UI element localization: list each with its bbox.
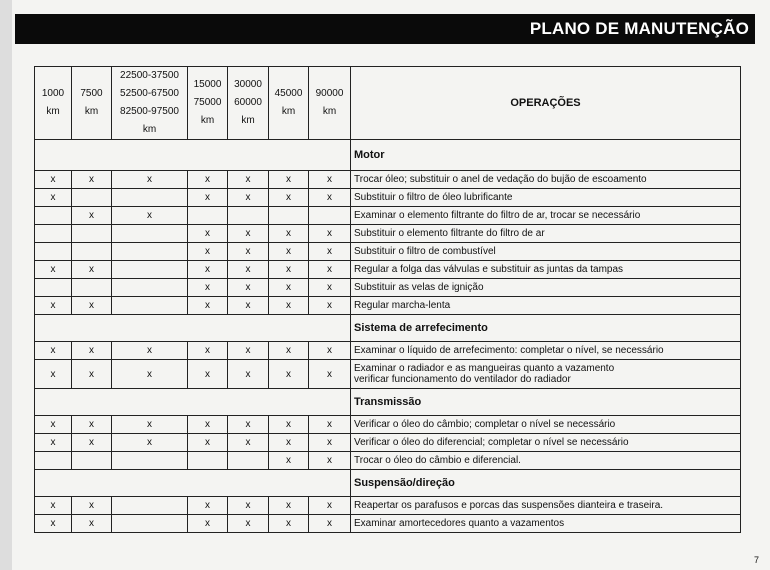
- table-row: [35, 279, 741, 297]
- interval-mark: x: [188, 279, 228, 297]
- section-row: [35, 140, 741, 171]
- interval-mark: [35, 452, 72, 470]
- table-row: [35, 452, 741, 470]
- operation-text: Trocar óleo; substituir o anel de vedação do bujão de escoamento: [351, 171, 741, 189]
- interval-mark: [228, 452, 269, 470]
- interval-mark: [35, 207, 72, 225]
- interval-mark: x: [309, 342, 351, 360]
- table-row: [35, 515, 741, 533]
- operation-text: Examinar o elemento filtrante do filtro de ar, trocar se necessário: [351, 207, 741, 225]
- interval-mark: x: [72, 261, 112, 279]
- maintenance-table: [34, 66, 741, 533]
- interval-mark: x: [72, 342, 112, 360]
- interval-mark: x: [35, 297, 72, 315]
- interval-mark: x: [228, 416, 269, 434]
- interval-mark: x: [228, 360, 269, 389]
- table-row: [35, 243, 741, 261]
- interval-mark: x: [228, 497, 269, 515]
- interval-mark: x: [309, 434, 351, 452]
- section-spacer: [35, 140, 351, 171]
- interval-mark: x: [188, 297, 228, 315]
- interval-line: km: [241, 115, 255, 126]
- interval-mark: [112, 279, 188, 297]
- table-row: [35, 360, 741, 389]
- interval-mark: x: [269, 297, 309, 315]
- interval-line: 7500: [80, 88, 103, 99]
- interval-mark: x: [309, 279, 351, 297]
- interval-mark: x: [72, 297, 112, 315]
- interval-mark: [228, 207, 269, 225]
- interval-line: km: [281, 106, 296, 117]
- table-row: [35, 497, 741, 515]
- interval-mark: [112, 297, 188, 315]
- interval-line: 15000: [193, 79, 222, 90]
- interval-line: km: [84, 106, 99, 117]
- table-row: [35, 342, 741, 360]
- interval-mark: x: [269, 243, 309, 261]
- interval-header: [309, 67, 351, 140]
- interval-header: [72, 67, 112, 140]
- page-number: 7: [753, 555, 759, 565]
- interval-mark: [72, 225, 112, 243]
- interval-mark: x: [35, 360, 72, 389]
- operation-text: Substituir o filtro de combustível: [351, 243, 741, 261]
- interval-mark: x: [309, 515, 351, 533]
- interval-mark: x: [228, 225, 269, 243]
- header-bar: [15, 14, 755, 44]
- interval-line: km: [200, 115, 215, 126]
- interval-mark: x: [188, 189, 228, 207]
- interval-mark: [72, 452, 112, 470]
- interval-mark: [35, 279, 72, 297]
- interval-mark: x: [188, 243, 228, 261]
- interval-mark: x: [35, 261, 72, 279]
- interval-mark: x: [269, 261, 309, 279]
- interval-mark: x: [269, 434, 309, 452]
- interval-line: 22500-37500: [120, 70, 179, 81]
- table-row: [35, 261, 741, 279]
- interval-mark: [269, 207, 309, 225]
- interval-line: km: [46, 106, 60, 117]
- operation-text: Examinar amortecedores quanto a vazamentos: [351, 515, 741, 533]
- interval-line: 90000: [315, 88, 344, 99]
- interval-mark: x: [35, 189, 72, 207]
- section-title: Transmissão: [351, 389, 741, 416]
- interval-mark: x: [35, 416, 72, 434]
- interval-mark: [112, 225, 188, 243]
- interval-mark: x: [112, 342, 188, 360]
- interval-mark: x: [309, 452, 351, 470]
- interval-mark: x: [228, 434, 269, 452]
- table-row: [35, 434, 741, 452]
- table-row: [35, 225, 741, 243]
- interval-mark: x: [72, 171, 112, 189]
- interval-mark: [35, 225, 72, 243]
- interval-mark: [188, 207, 228, 225]
- section-row: [35, 389, 741, 416]
- interval-line: km: [142, 124, 157, 135]
- interval-mark: x: [72, 416, 112, 434]
- operation-text: Substituir o filtro de óleo lubrificante: [351, 189, 741, 207]
- interval-header: [269, 67, 309, 140]
- table-row: [35, 207, 741, 225]
- interval-mark: x: [309, 243, 351, 261]
- interval-mark: x: [188, 360, 228, 389]
- interval-mark: x: [228, 515, 269, 533]
- operation-text: Verificar o óleo do câmbio; completar o nível se necessário: [351, 416, 741, 434]
- operation-text: Substituir as velas de ignição: [351, 279, 741, 297]
- section-title: Motor: [351, 140, 741, 171]
- interval-header: [112, 67, 188, 140]
- interval-mark: x: [269, 360, 309, 389]
- interval-header: [228, 67, 269, 140]
- interval-mark: x: [188, 342, 228, 360]
- page-title: PLANO DE MANUTENÇÃO: [529, 19, 749, 38]
- table-row: [35, 297, 741, 315]
- interval-mark: x: [112, 434, 188, 452]
- operations-header: OPERAÇÕES: [351, 67, 741, 140]
- interval-mark: x: [269, 342, 309, 360]
- interval-mark: x: [72, 434, 112, 452]
- interval-mark: x: [228, 297, 269, 315]
- operation-text: Regular marcha-lenta: [351, 297, 741, 315]
- interval-mark: x: [35, 342, 72, 360]
- interval-mark: x: [35, 434, 72, 452]
- interval-mark: x: [309, 189, 351, 207]
- interval-mark: [35, 243, 72, 261]
- operation-text: Reapertar os parafusos e porcas das suspensões dianteira e traseira.: [351, 497, 741, 515]
- interval-mark: x: [188, 225, 228, 243]
- interval-mark: [112, 261, 188, 279]
- interval-mark: x: [228, 342, 269, 360]
- interval-mark: [112, 243, 188, 261]
- interval-mark: x: [269, 225, 309, 243]
- section-title: Suspensão/direção: [351, 470, 741, 497]
- interval-mark: x: [112, 207, 188, 225]
- interval-line: 1000: [41, 88, 65, 99]
- section-spacer: [35, 315, 351, 342]
- interval-mark: x: [228, 279, 269, 297]
- interval-mark: x: [269, 515, 309, 533]
- interval-mark: x: [269, 452, 309, 470]
- interval-mark: x: [309, 497, 351, 515]
- interval-mark: x: [188, 434, 228, 452]
- section-title: Sistema de arrefecimento: [351, 315, 741, 342]
- interval-mark: x: [269, 279, 309, 297]
- table-row: [35, 171, 741, 189]
- operation-text: Verificar o óleo do diferencial; completar o nível se necessário: [351, 434, 741, 452]
- interval-mark: x: [269, 416, 309, 434]
- interval-mark: [72, 279, 112, 297]
- operation-text: Regular a folga das válvulas e substituir as juntas da tampas: [351, 261, 741, 279]
- header-row: [35, 67, 741, 140]
- page-edge: [0, 0, 12, 570]
- interval-mark: x: [188, 515, 228, 533]
- interval-header: [35, 67, 72, 140]
- interval-mark: x: [309, 171, 351, 189]
- interval-mark: [72, 189, 112, 207]
- interval-mark: x: [188, 171, 228, 189]
- interval-line: 82500-97500: [120, 106, 179, 117]
- interval-mark: x: [309, 297, 351, 315]
- section-row: [35, 470, 741, 497]
- interval-line: 52500-67500: [120, 88, 179, 99]
- interval-mark: x: [228, 261, 269, 279]
- interval-mark: [72, 243, 112, 261]
- section-spacer: [35, 389, 351, 416]
- interval-mark: x: [309, 360, 351, 389]
- interval-mark: [112, 189, 188, 207]
- interval-mark: x: [228, 189, 269, 207]
- interval-line: 60000: [234, 97, 262, 108]
- interval-mark: x: [35, 171, 72, 189]
- interval-line: km: [322, 106, 337, 117]
- interval-mark: x: [269, 189, 309, 207]
- interval-mark: x: [188, 261, 228, 279]
- interval-mark: x: [112, 360, 188, 389]
- interval-mark: x: [35, 497, 72, 515]
- interval-mark: x: [309, 416, 351, 434]
- table-row: [35, 189, 741, 207]
- operation-text: Trocar o óleo do câmbio e diferencial.: [351, 452, 741, 470]
- interval-mark: x: [188, 497, 228, 515]
- interval-mark: x: [228, 243, 269, 261]
- table-row: [35, 416, 741, 434]
- interval-mark: x: [188, 416, 228, 434]
- interval-mark: x: [72, 497, 112, 515]
- interval-mark: x: [269, 497, 309, 515]
- interval-mark: x: [72, 207, 112, 225]
- interval-mark: x: [112, 171, 188, 189]
- operation-text: Examinar o radiador e as mangueiras quanto a vazamento verificar funcionamento do ventilador do radiador: [351, 360, 741, 389]
- interval-mark: [112, 497, 188, 515]
- interval-mark: x: [112, 416, 188, 434]
- section-row: [35, 315, 741, 342]
- interval-mark: x: [309, 225, 351, 243]
- interval-mark: x: [35, 515, 72, 533]
- interval-line: 45000: [274, 88, 303, 99]
- interval-header: [188, 67, 228, 140]
- interval-mark: x: [228, 171, 269, 189]
- interval-mark: x: [309, 261, 351, 279]
- interval-mark: x: [72, 360, 112, 389]
- interval-mark: [188, 452, 228, 470]
- interval-mark: x: [72, 515, 112, 533]
- interval-mark: [112, 515, 188, 533]
- section-spacer: [35, 470, 351, 497]
- operation-text: Substituir o elemento filtrante do filtro de ar: [351, 225, 741, 243]
- operation-text: Examinar o líquido de arrefecimento: completar o nível, se necessário: [351, 342, 741, 360]
- interval-mark: [112, 452, 188, 470]
- interval-line: 75000: [193, 97, 222, 108]
- interval-mark: [309, 207, 351, 225]
- interval-line: 30000: [234, 79, 262, 90]
- interval-mark: x: [269, 171, 309, 189]
